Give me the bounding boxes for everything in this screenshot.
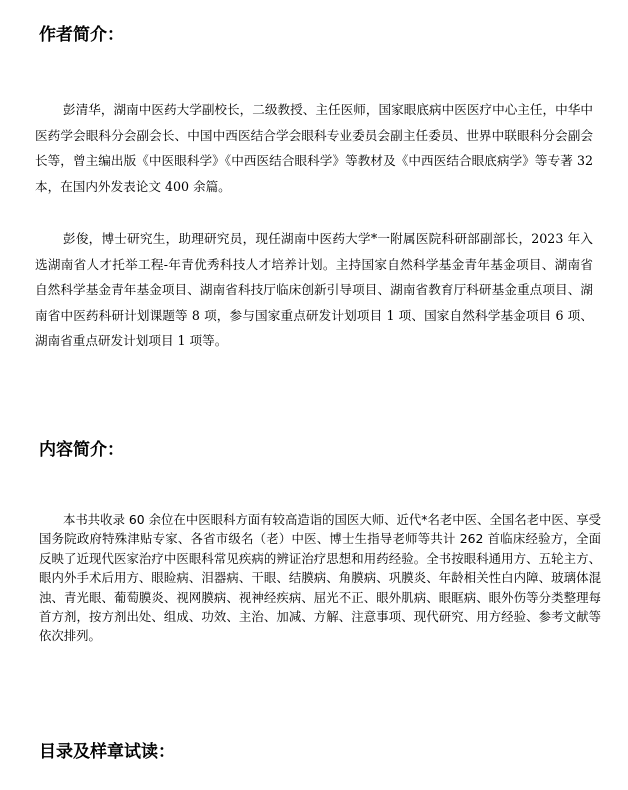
author-intro-heading: 作者简介：	[39, 25, 124, 45]
author-bio-peng-qinghua: 彭清华，湖南中医药大学副校长，二级教授、主任医师，国家眼底病中医医疗中心主任，中华中医药学会眼科分会副会长、中国中西医结合学会眼科专业委员会副主任委员、世界中联眼科分会副会长等，曾主编出版《中医眼科学》《中西医结合眼科学》等教材及《中西医结合眼底病学》等专著 32 本，在国内外发表论文 400 余篇。	[35, 102, 593, 194]
content-intro-heading: 内容简介：	[39, 440, 124, 460]
toc-heading: 目录及样章试读：	[39, 742, 175, 762]
author-bio-peng-jun: 彭俊，博士研究生，助理研究员，现任湖南中医药大学*一附属医院科研部副部长，2023 年入选湖南省人才托举工程-年青优秀科技人才培养计划。主持国家自然科学基金青年基金项目、湖南省自然科学基金青年基金项目、湖南省科技厅临床创新引导项目、湖南省教育厅科研基金重点项目、湖南省中医药科研计划课题等 8 项，参与国家重点研发计划项目 1 项、国家自然科学基金项目 6 项、湖南省重点研发计划项目 1 项等。	[35, 231, 593, 348]
content-summary-paragraph: 本书共收录 60 余位在中医眼科方面有较高造诣的国医大师、近代*名老中医、全国名老中医、享受国务院政府特殊津贴专家、各省市级名（老）中医、博士生指导老师等共计 262 首临床经验方，全面反映了近现代医家治疗中医眼科常见疾病的辨证治疗思想和用药经验。全书按眼科通用方、五轮主方、眼内外手术后用方、眼睑病、泪器病、干眼、结膜病、角膜病、巩膜炎、年龄相关性白内障、玻璃体混浊、青光眼、葡萄膜炎、视网膜病、视神经疾病、屈光不正、眼外肌病、眼眶病、眼外伤等分类整理每首方剂，按方剂出处、组成、功效、主治、加减、方解、注意事项、现代研究、用方经验、参考文献等依次排列。	[39, 512, 601, 644]
